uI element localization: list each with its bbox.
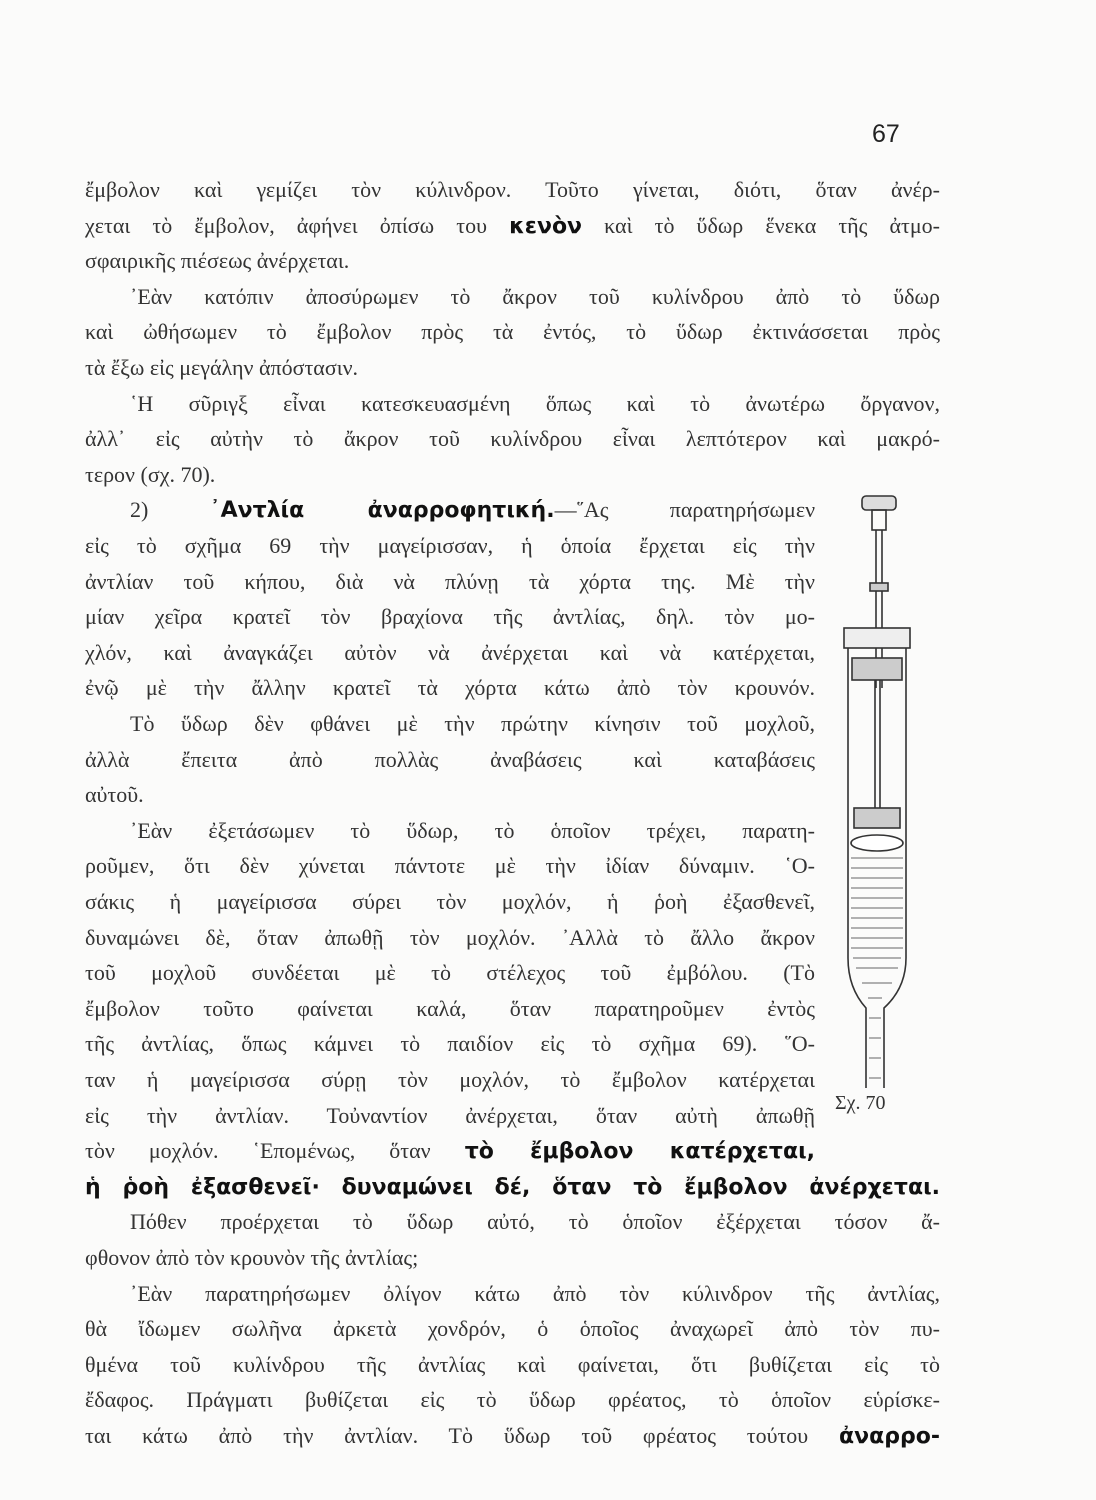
text-segment: τὸν μοχλόν. ῾Επομένως, ὅταν: [85, 1138, 465, 1164]
text-segment: δυναμώνει δὲ, ὅταν ἀπωθῇ τὸν μοχλόν. ᾿Αλλὰ τὸ ἄλλο ἄκρον: [85, 924, 815, 950]
text-line: [85, 742, 815, 778]
text-line: [85, 172, 940, 208]
text-segment: θὰ ἴδωμεν σωλῆνα ἀρκετὰ χονδρόν, ὁ ὁποῖος ἀναχωρεῖ ἀπὸ τὸν πυ-: [85, 1316, 940, 1342]
text-line: [85, 991, 815, 1027]
text-segment: θμένα τοῦ κυλίνδρου τῆς ἀντλίας καὶ φαίνεται, ὅτι βυθίζεται εἰς τὸ: [85, 1351, 940, 1377]
text-line: [85, 1062, 815, 1098]
text-segment: τῆς ἀντλίας, ὅπως κάμνει τὸ παιδίον εἰς τὸ σχῆμα 69). ῞Ο-: [85, 1031, 815, 1057]
text-segment: ἀλλὰ ἔπειτα ἀπὸ πολλὰς ἀναβάσεις καὶ καταβάσεις: [85, 746, 815, 772]
text-segment: μίαν χεῖρα κρατεῖ τὸν βραχίονα τῆς ἀντλίας, δηλ. τὸν μο-: [85, 604, 815, 630]
syringe-figure: [820, 488, 920, 1098]
text-segment: Τὸ ὕδωρ δὲν φθάνει μὲ τὴν πρώτην κίνησιν τοῦ μοχλοῦ,: [130, 711, 815, 736]
text-line: [85, 1133, 815, 1169]
text-segment: ροῦμεν, ὅτι δὲν χύνεται πάντοτε μὲ τὴν ἰδίαν δύναμιν. ῾Ο-: [85, 853, 815, 879]
text-line: [85, 564, 815, 600]
text-line: [85, 314, 940, 350]
text-line: [85, 884, 815, 920]
text-line: [85, 1240, 940, 1276]
text-segment: ᾿Εὰν παρατηρήσωμεν ὀλίγον κάτω ἀπὸ τὸν κύλινδρον τῆς ἀντλίας,: [130, 1280, 940, 1306]
text-line: [85, 920, 815, 956]
text-segment: ἀντλίαν τοῦ κήπου, διὰ νὰ πλύνῃ τὰ χόρτα της. Μὲ τὴν: [85, 568, 815, 594]
text-segment: 2): [130, 497, 210, 523]
text-line: [85, 777, 815, 813]
text-line: [85, 421, 940, 457]
text-line: [85, 848, 815, 884]
bold-text: ἀναρρο-: [839, 1424, 940, 1449]
text-segment: Πόθεν προέρχεται τὸ ὕδωρ αὐτό, τὸ ὁποῖον ἐξέρχεται τόσον ἄ-: [130, 1209, 940, 1235]
text-segment: ταν ἡ μαγείρισσα σύρῃ τὸν μοχλόν, τὸ ἔμβολον κατέρχεται: [85, 1067, 815, 1092]
text-line: [85, 635, 815, 671]
text-line: [85, 528, 815, 564]
text-segment: ἔμβολον καὶ γεμίζει τὸν κύλινδρον. Τοῦτο γίνεται, διότι, ὅταν ἀνέρ-: [85, 177, 940, 202]
bold-text: κενὸν: [509, 213, 583, 239]
text-line: [85, 243, 940, 279]
text-segment: ἔμβολον τοῦτο φαίνεται καλά, ὅταν παρατηροῦμεν ἐντὸς: [85, 995, 815, 1021]
text-line: [85, 1311, 940, 1347]
text-segment: ἔδαφος. Πράγματι βυθίζεται εἰς τὸ ὕδωρ φρέατος, τὸ ὁποῖον εὑρίσκε-: [85, 1387, 940, 1413]
text-segment: χλόν, καὶ ἀναγκάζει αὐτὸν νὰ ἀνέρχεται καὶ νὰ κατέρχεται,: [85, 639, 815, 665]
text-segment: τερον (σχ. 70).: [85, 461, 216, 487]
bold-text: ἡ ῥοὴ ἐξασθενεῖ· δυναμώνει δέ, ὅταν τὸ ἔμβολον ἀνέρχεται.: [85, 1174, 940, 1200]
text-segment: τὰ ἔξω εἰς μεγάλην ἀπόστασιν.: [85, 355, 359, 380]
text-segment: τοῦ μοχλοῦ συνδέεται μὲ τὸ στέλεχος τοῦ ἐμβόλου. (Τὸ: [85, 960, 815, 986]
text-line: [85, 1382, 940, 1418]
text-segment: χεται τὸ ἔμβολον, ἀφήνει ὀπίσω του: [85, 212, 510, 238]
text-line: [130, 279, 940, 315]
text-segment: ᾿Εὰν ἐξετάσωμεν τὸ ὕδωρ, τὸ ὁποῖον τρέχει, παρατη-: [130, 817, 815, 843]
text-segment: ἀλλ᾿ εἰς αὐτὴν τὸ ἄκρον τοῦ κυλίνδρου εἶναι λεπτότερον καὶ μακρό-: [85, 426, 940, 452]
text-line: [130, 386, 940, 422]
text-line: [85, 208, 940, 244]
text-segment: σάκις ἡ μαγείρισσα σύρει τὸν μοχλόν, ἡ ῥοὴ ἐξασθενεῖ,: [85, 889, 815, 914]
text-line: [130, 813, 815, 849]
text-segment: καὶ ὠθήσωμεν τὸ ἔμβολον πρὸς τὰ ἐντός, τὸ ὕδωρ ἐκτινάσσεται πρὸς: [85, 319, 940, 345]
text-segment: φθονον ἀπὸ τὸν κρουνὸν τῆς ἀντλίας;: [85, 1245, 419, 1270]
page-number: 67: [872, 120, 900, 148]
text-line: [85, 599, 815, 635]
figure-caption: Σχ. 70: [835, 1092, 886, 1114]
text-segment: αὐτοῦ.: [85, 782, 144, 808]
text-line: [85, 1347, 940, 1383]
text-segment: σφαιρικῆς πιέσεως ἀνέρχεται.: [85, 248, 350, 274]
text-line: [85, 670, 815, 706]
text-line: [130, 1276, 940, 1312]
text-segment: ται κάτω ἀπὸ τὴν ἀντλίαν. Τὸ ὕδωρ τοῦ φρέατος τούτου: [85, 1423, 840, 1448]
text-line: [85, 1169, 940, 1205]
text-segment: ῾Η σῦριγξ εἶναι κατεσκευασμένη ὅπως καὶ τὸ ἀνωτέρω ὄργανον,: [130, 390, 940, 416]
text-line: [130, 706, 815, 742]
text-line: [85, 350, 940, 386]
text-line: [130, 1204, 940, 1240]
text-line: [85, 457, 940, 493]
text-segment: ἐνῷ μὲ τὴν ἄλλην κρατεῖ τὰ χόρτα κάτω ἀπὸ τὸν κρουνόν.: [85, 675, 815, 701]
text-line: [85, 1418, 940, 1454]
text-line: [85, 1098, 815, 1134]
text-line: [85, 1026, 815, 1062]
text-segment: εἰς τὴν ἀντλίαν. Τοὐναντίον ἀνέρχεται, ὅταν αὐτὴ ἀπωθῇ: [85, 1102, 815, 1128]
text-segment: ᾿Εὰν κατόπιν ἀποσύρωμεν τὸ ἄκρον τοῦ κυλίνδρου ἀπὸ τὸ ὕδωρ: [130, 283, 940, 309]
text-segment: εἰς τὸ σχῆμα 69 τὴν μαγείρισσαν, ἡ ὁποία ἔρχεται εἰς τὴν: [85, 533, 815, 558]
text-segment: καὶ τὸ ὕδωρ ἕνεκα τῆς ἀτμο-: [582, 212, 940, 238]
text-line: [85, 955, 815, 991]
text-segment: —῞Ας παρατηρήσωμεν: [554, 497, 816, 523]
text-line: [130, 492, 815, 528]
bold-text: τὸ ἔμβολον κατέρχεται,: [464, 1139, 816, 1165]
bold-text: ᾿Αντλία ἀναρροφητική.: [209, 498, 555, 524]
